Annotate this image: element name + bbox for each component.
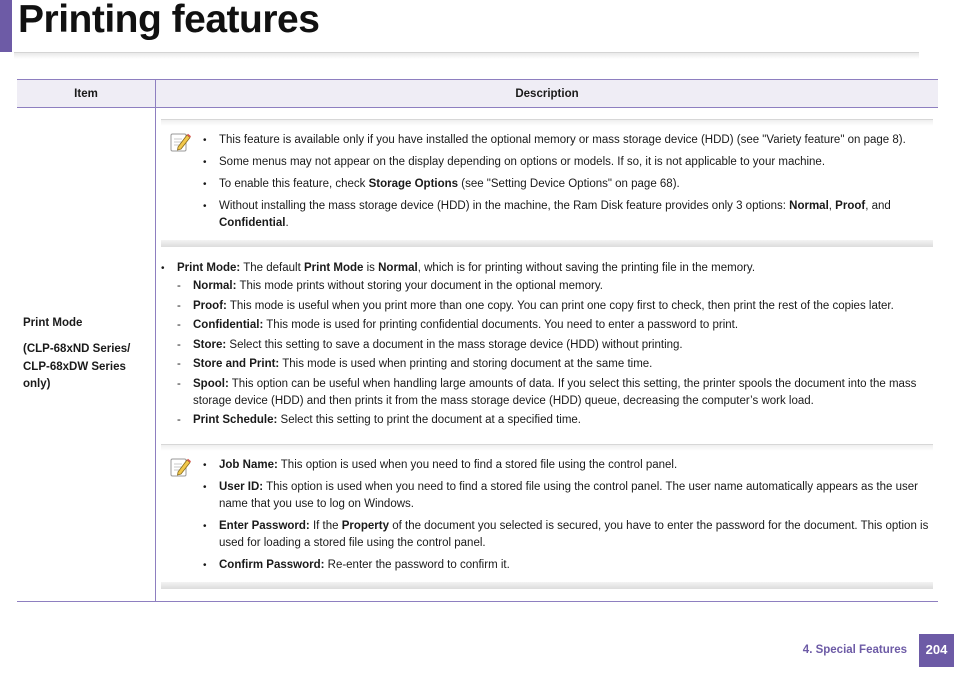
header-description: Description xyxy=(156,80,939,108)
header-item: Item xyxy=(17,80,156,108)
mode-list xyxy=(161,278,933,429)
note-box-job-fields xyxy=(161,444,933,595)
list-item: - Normal: This mode prints without storing your document in the optional memory. xyxy=(177,278,933,295)
note-item: • Some menus may not appear on the display depending on options or models. If so, it is not applicable to your machine. xyxy=(201,154,933,171)
item-models: (CLP-68xND Series/ CLP-68xDW Series only) xyxy=(23,343,131,391)
note-item: • Enter Password: If the Property of the document you selected is secured, you have to enter the password for the document. This option is used for loading a stored file using the control panel. xyxy=(201,518,933,552)
list-item: - Spool: This option can be useful when handling large amounts of data. If you select this setting, the printer spools the document into the mass storage device (HDD) and then prints it from the mass storage device (HDD) queue, decreasing the computer’s work load. xyxy=(177,376,933,410)
print-mode-line: • Print Mode: The default Print Mode is Normal, which is for printing without saving the printing file in the memory. xyxy=(161,259,933,278)
note-item: • User ID: This option is used when you need to find a stored file using the control panel. The user name automatically appears as the user name that you use to log on Windows. xyxy=(201,479,933,513)
note-item: • This feature is available only if you have installed the optional memory or mass storage device (HDD) (see "Variety feature" on page 8). xyxy=(201,132,933,149)
note-list-job-fields xyxy=(161,457,933,574)
note-pencil-icon xyxy=(168,130,192,154)
list-item: - Store: Select this setting to save a document in the mass storage device (HDD) without printing. xyxy=(177,337,933,354)
description-cell xyxy=(156,108,939,602)
list-item: - Confidential: This mode is used for printing confidential documents. You need to enter a password to print. xyxy=(177,317,933,334)
note-box-storage xyxy=(161,119,933,253)
list-item: - Proof: This mode is useful when you print more than one copy. You can print one copy first to check, then print the rest of the copies later. xyxy=(177,298,933,315)
item-cell xyxy=(17,108,156,602)
list-item: - Print Schedule: Select this setting to print the document at a specified time. xyxy=(177,412,933,429)
note-item: • Job Name: This option is used when you need to find a stored file using the control panel. xyxy=(201,457,933,474)
print-mode-block xyxy=(161,253,933,444)
title-rule xyxy=(14,52,919,59)
item-name: Print Mode xyxy=(23,316,83,329)
title-accent-bar xyxy=(0,0,12,52)
note-pencil-icon xyxy=(168,455,192,479)
table-row xyxy=(17,108,938,602)
note-list-storage xyxy=(161,132,933,232)
note-item: • Confirm Password: Re-enter the password to confirm it. xyxy=(201,557,933,574)
page-number: 204 xyxy=(919,634,954,667)
footer-section-label: 4. Special Features xyxy=(802,644,907,656)
page-title: Printing features xyxy=(18,0,320,41)
list-item: - Store and Print: This mode is used when printing and storing document at the same time. xyxy=(177,356,933,373)
note-item: • To enable this feature, check Storage Options (see "Setting Device Options" on page 68). xyxy=(201,176,933,193)
note-item: • Without installing the mass storage device (HDD) in the machine, the Ram Disk feature provides only 3 options: Normal, Proof, and Confidential. xyxy=(201,198,933,232)
table-header-row xyxy=(17,80,938,108)
features-table xyxy=(17,79,938,602)
